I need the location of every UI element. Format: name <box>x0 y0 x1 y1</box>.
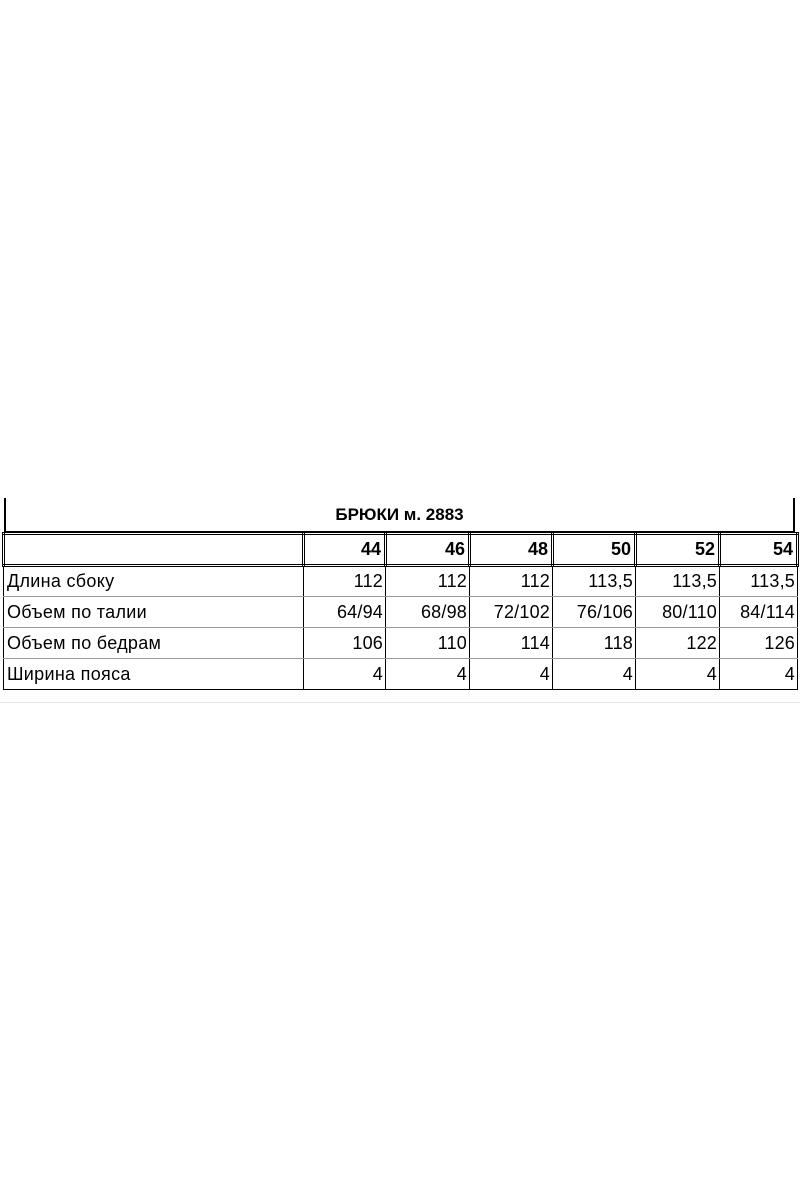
table-cell: 110 <box>386 628 470 659</box>
table-cell: 76/106 <box>553 597 636 628</box>
table-cell: 106 <box>304 628 386 659</box>
table-cell: 4 <box>386 659 470 690</box>
table-cell: 64/94 <box>304 597 386 628</box>
row-label: Ширина пояса <box>4 659 304 690</box>
size-chart <box>0 498 800 703</box>
table-cell: 68/98 <box>386 597 470 628</box>
size-header-row <box>4 534 798 566</box>
table-cell: 4 <box>636 659 720 690</box>
table-cell: 113,5 <box>553 566 636 597</box>
table-cell: 4 <box>720 659 798 690</box>
row-label: Объем по талии <box>4 597 304 628</box>
row-label: Длина сбоку <box>4 566 304 597</box>
table-row <box>4 597 798 628</box>
table-cell: 112 <box>386 566 470 597</box>
table-cell: 112 <box>304 566 386 597</box>
size-header: 52 <box>636 534 720 566</box>
size-header: 54 <box>720 534 798 566</box>
row-label: Объем по бедрам <box>4 628 304 659</box>
table-cell: 80/110 <box>636 597 720 628</box>
size-header: 50 <box>553 534 636 566</box>
header-empty-cell <box>4 534 304 566</box>
table-cell: 72/102 <box>470 597 553 628</box>
table-row <box>4 659 798 690</box>
table-cell: 84/114 <box>720 597 798 628</box>
table-cell: 113,5 <box>720 566 798 597</box>
table-cell: 122 <box>636 628 720 659</box>
table-cell: 126 <box>720 628 798 659</box>
table-cell: 113,5 <box>636 566 720 597</box>
table-row <box>4 628 798 659</box>
sheet-gridline <box>0 702 800 703</box>
table-cell: 112 <box>470 566 553 597</box>
table-cell: 4 <box>470 659 553 690</box>
table-cell: 4 <box>304 659 386 690</box>
table-cell: 118 <box>553 628 636 659</box>
table-cell: 4 <box>553 659 636 690</box>
size-header: 46 <box>386 534 470 566</box>
table-cell: 114 <box>470 628 553 659</box>
table-row <box>4 566 798 597</box>
size-header: 48 <box>470 534 553 566</box>
size-header: 44 <box>304 534 386 566</box>
table-title: БРЮКИ м. 2883 <box>335 504 464 524</box>
table-title-row <box>4 498 795 532</box>
size-table <box>2 532 799 690</box>
